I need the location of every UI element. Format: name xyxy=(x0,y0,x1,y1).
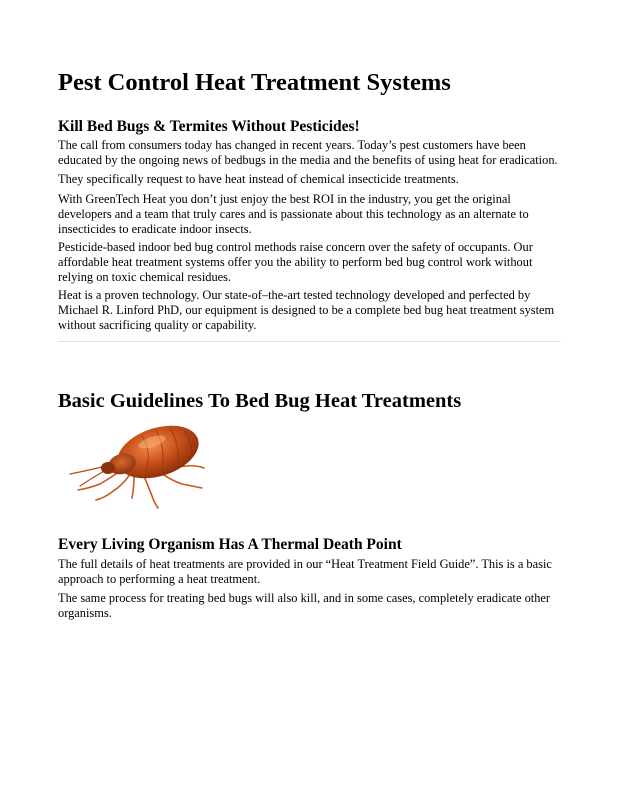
intro-paragraph-1: The call from consumers today has changed in recent years. Today’s pest customers have been educated by the ongoing news of bedbugs in the media and the benefits of using heat for eradication. xyxy=(58,138,558,167)
intro-paragraph-5: Heat is a proven technology. Our state-of–the-art tested technology developed and perfected by Michael R. Linford PhD, our equipment is designed to be a complete bed bug heat treatment system without sacrificing quality or capability. xyxy=(58,288,555,332)
section-subtitle: Kill Bed Bugs & Termites Without Pesticides! xyxy=(58,118,360,135)
intro-paragraph-2: They specifically request to have heat instead of chemical insecticide treatments. xyxy=(58,172,459,186)
intro-paragraph-4: Pesticide-based indoor bed bug control methods raise concern over the safety of occupants. Our affordable heat treatment systems offer you the ability to perform bed bug control work without relying on toxic chemical residues. xyxy=(58,240,533,284)
guide-paragraph-1: The full details of heat treatments are provided in our “Heat Treatment Field Guide”. This is a basic approach to performing a heat treatment. xyxy=(58,557,552,586)
section-title: Basic Guidelines To Bed Bug Heat Treatments xyxy=(58,390,462,412)
intro-paragraph-3: With GreenTech Heat you don’t just enjoy the best ROI in the industry, you get the original developers and a team that truly cares and is passionate about this technology as an alternate to insecticides to eradicate indoor insects. xyxy=(58,192,529,236)
section-divider xyxy=(58,341,561,342)
section-subtitle-2: Every Living Organism Has A Thermal Death Point xyxy=(58,536,402,553)
bed-bug-image xyxy=(60,418,210,514)
guide-paragraph-2: The same process for treating bed bugs will also kill, and in some cases, completely eradicate other organisms. xyxy=(58,591,551,620)
page-title: Pest Control Heat Treatment Systems xyxy=(58,69,451,96)
